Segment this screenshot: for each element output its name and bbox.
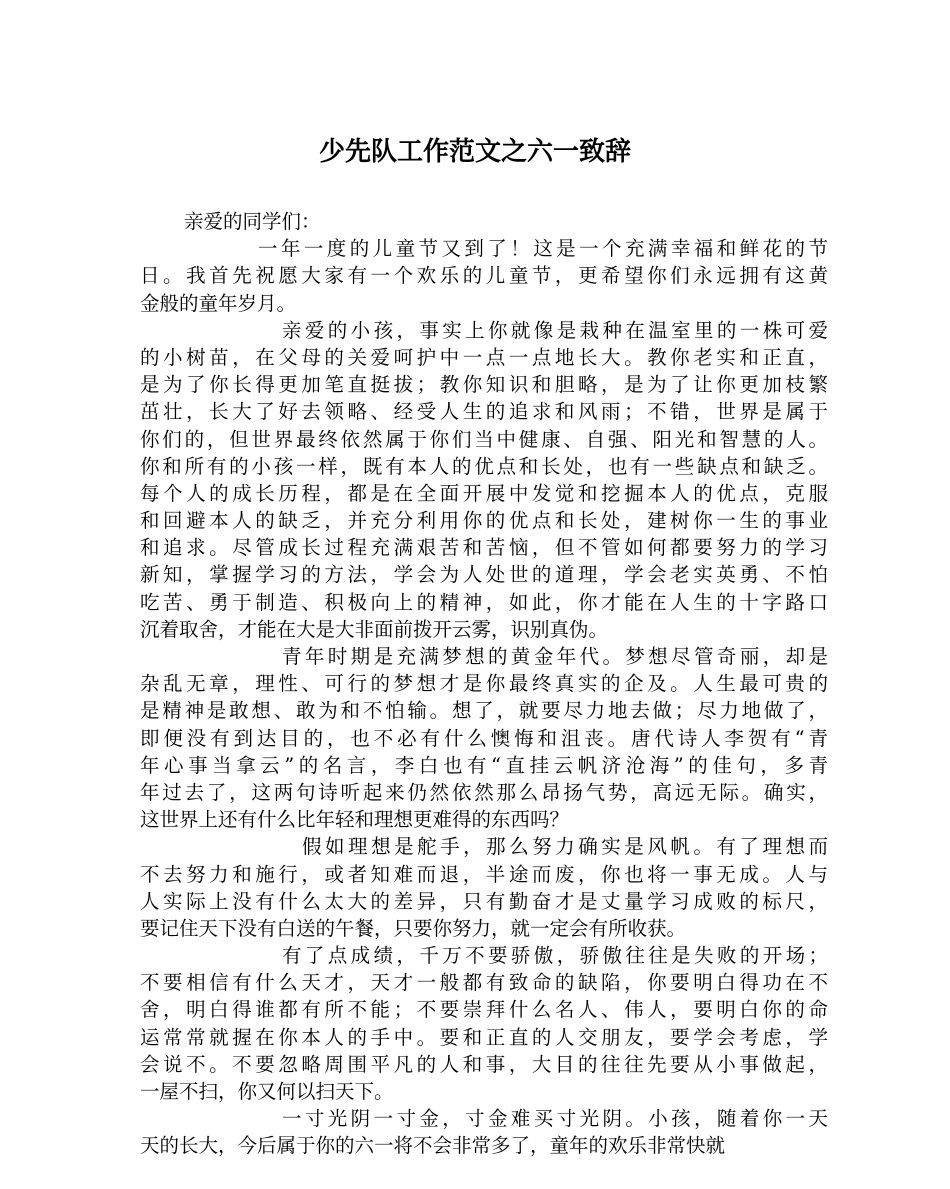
text-line: 年心事当拿云”的名言，李白也有“直挂云帆济沧海”的佳句，多青 (140, 753, 828, 777)
text-line: 新知，掌握学习的方法，学会为人处世的道理，学会老实英勇、不怕 (140, 563, 828, 587)
text-line: 有了点成绩，千万不要骄傲，骄傲往往是失败的开场； (282, 944, 828, 968)
text-line: 和回避本人的缺乏，并充分利用你的优点和长处，建树你一生的事业 (140, 509, 828, 533)
text-line: 运常常就握在你本人的手中。要和正直的人交朋友，要学会考虑，学 (140, 1025, 828, 1049)
text-line: 不要相信有什么天才，天才一般都有致命的缺陷，你要明白得功在不 (140, 971, 828, 995)
text-line: 青年时期是充满梦想的黄金年代。梦想尽管奇丽，却是 (282, 645, 828, 668)
text-line: 人实际上没有什么太大的差异，只有勤奋才是丈量学习成败的标尺， (140, 889, 828, 913)
text-line: 会说不。不要忽略周围平凡的人和事，大目的往往先要从小事做起， (140, 1052, 828, 1076)
text-line: 不去努力和施行，或者知难而退，半途而废，你也将一事无成。人与 (140, 862, 828, 886)
text-line: 是精神是敢想、敢为和不怕输。想了，就要尽力地去做；尽力地做了， (140, 699, 828, 723)
text-line: 假如理想是舵手，那么努力确实是风帆。有了理想而 (302, 835, 828, 859)
text-line: 是为了你长得更加笔直挺拔；教你知识和胆略，是为了让你更加枝繁 (140, 373, 828, 397)
text-line: 亲爱的同学们： (184, 210, 321, 233)
text-line: 一屋不扫，你又何以扫天下。 (140, 1080, 394, 1103)
text-line: 一寸光阴一寸金，寸金难买寸光阴。小孩，随着你一天 (282, 1107, 828, 1131)
text-line: 你们的，但世界最终依然属于你们当中健康、自强、阳光和智慧的人。 (140, 427, 828, 451)
text-line: 杂乱无章，理性、可行的梦想才是你最终真实的企及。人生最可贵的 (140, 672, 828, 696)
text-line: 金般的童年岁月。 (140, 291, 297, 315)
text-line: 一年一度的儿童节又到了！这是一个充满幸福和鲜花的节 (258, 237, 828, 261)
text-line: 这世界上还有什么比年轻和理想更难得的东西吗？ (140, 808, 570, 832)
text-line: 天的长大，今后属于你的六一将不会非常多了，童年的欢乐非常快就 (140, 1134, 726, 1158)
text-line: 茁壮，长大了好去领略、经受人生的追求和风雨；不错，世界是属于 (140, 400, 828, 424)
text-line: 每个人的成长历程，都是在全面开展中发觉和挖掘本人的优点，克服 (140, 481, 828, 505)
text-line: 你和所有的小孩一样，既有本人的优点和长处，也有一些缺点和缺乏。 (140, 454, 828, 478)
text-line: 亲爱的小孩，事实上你就像是栽种在温室里的一株可爱 (282, 318, 828, 342)
text-line: 沉着取舍，才能在大是大非面前拨开云雾，识别真伪。 (140, 617, 609, 641)
text-line: 即便没有到达目的，也不必有什么懊悔和沮丧。唐代诗人李贺有“青 (140, 726, 828, 750)
text-line: 舍，明白得谁都有所不能；不要崇拜什么名人、伟人，要明白你的命 (140, 998, 828, 1022)
text-line: 要记住天下没有白送的午餐，只要你努力，就一定会有所收获。 (140, 916, 687, 940)
text-line: 的小树苗，在父母的关爱呵护中一点一点地长大。教你老实和正直， (140, 345, 828, 369)
text-line: 和追求。尽管成长过程充满艰苦和苦恼，但不管如何都要努力的学习 (140, 536, 828, 560)
text-line: 吃苦、勇于制造、积极向上的精神，如此，你才能在人生的十字路口 (140, 590, 828, 614)
document-title: 少先队工作范文之六一致辞 (318, 137, 631, 167)
document-body (140, 208, 828, 1160)
text-line: 年过去了，这两句诗听起来仍然依然那么昂扬气势，高远无际。确实， (140, 780, 828, 804)
text-line: 日。我首先祝愿大家有一个欢乐的儿童节，更希望你们永远拥有这黄 (140, 264, 828, 288)
